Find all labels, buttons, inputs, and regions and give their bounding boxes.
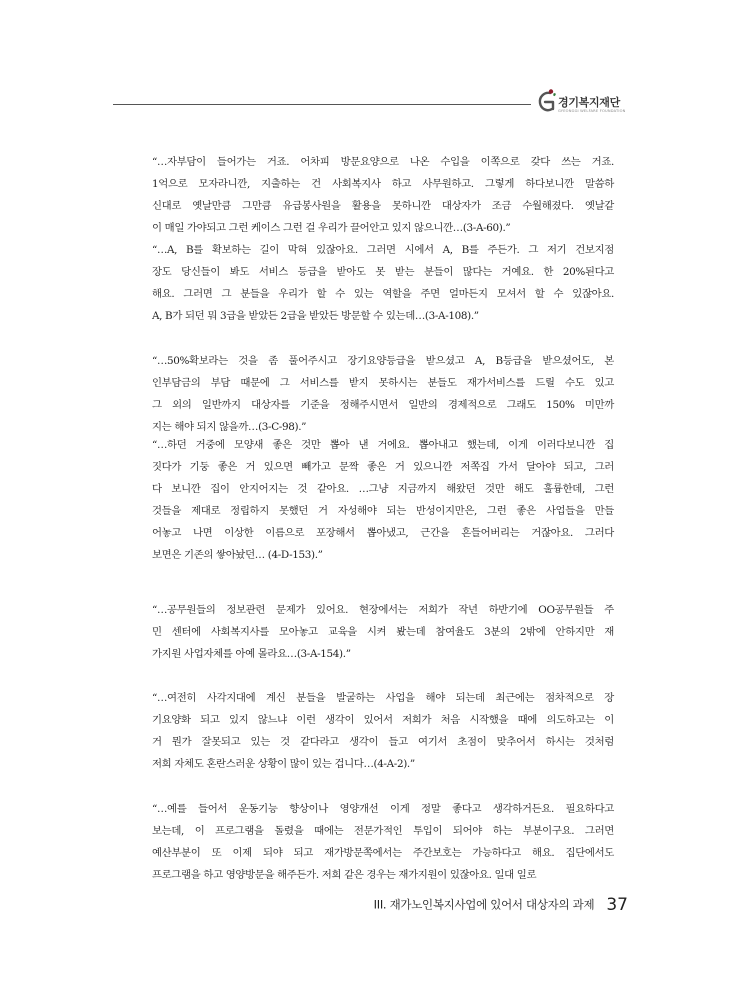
page-footer bbox=[374, 894, 628, 915]
quote-line: 거 뭔가 잘못되고 있는 것 같다라고 생각이 들고 여기서 초점이 맞추어서 하시는 것처럼 bbox=[152, 736, 614, 748]
quote-line: 민 센터에 사회복지사를 모아놓고 교육을 시켜 봤는데 참여율도 3분의 2밖에 안하지만 재 bbox=[152, 626, 614, 638]
quote-line: “…50%확보라는 것을 좀 풀어주시고 장기요양등급을 받으셨고 A, B등급을 받으셨어도, 본 bbox=[152, 355, 614, 367]
quote-line: A, B가 되던 뭐 3급을 받았든 2급을 받았든 방문할 수 있는데…(3-A-108).” bbox=[152, 310, 479, 322]
quote-line: 어놓고 나면 이상한 이름으로 포장해서 뽑아냈고, 근간을 흔들어버리는 거잖아요. 그러다 bbox=[152, 527, 614, 539]
quote-line: 가지원 사업자체를 아예 몰라요…(3-A-154).” bbox=[152, 648, 351, 660]
quote-line: 인부담금의 부담 때문에 그 서비스를 받지 못하시는 분들도 재가서비스를 드릴 수도 있고 bbox=[152, 377, 614, 389]
quote-line: 그 외의 일반까지 대상자를 기준을 정해주시면서 일반의 경제적으로 그래도 150% 미만까 bbox=[152, 399, 614, 411]
quote-line: 저희 자체도 혼란스러운 상황이 많이 있는 겁니다…(4-A-2).” bbox=[152, 758, 415, 770]
quote-line: “…여전히 사각지대에 계신 분들을 발굴하는 사업을 해야 되는데 최근에는 점차적으로 장 bbox=[152, 692, 614, 704]
quote-line: 해요. 그러면 그 분들을 우리가 할 수 있는 역할을 주면 얼마든지 모셔서 할 수 있잖아요. bbox=[152, 288, 614, 300]
quote-line: 예산부분이 또 이제 되야 되고 재가방문쪽에서는 주간보호는 가능하다고 해요. 집단에서도 bbox=[152, 847, 614, 859]
quote-line: “…예를 들어서 운동기능 향상이나 영양개선 이게 정말 좋다고 생각하거든요. 필요하다고 bbox=[152, 803, 614, 815]
quote-line: 보면은 기존의 쌓아놨던… (4-D-153).” bbox=[152, 549, 323, 561]
quote-line: 장도 당신들이 봐도 서비스 등급을 받아도 못 받는 분들이 많다는 거예요. 한 20%된다고 bbox=[152, 266, 614, 278]
quote-line: 다 보니깐 집이 안지어지는 것 같아요. …그냥 지금까지 해왔던 것만 해도 훌륭한데, 그런 bbox=[152, 483, 614, 495]
quote-line: 보는데, 이 프로그램을 돌렸을 때에는 전문가적인 투입이 되어야 하는 부분이구요. 그러면 bbox=[152, 825, 614, 837]
quote-line: 1억으로 모자라니깐, 지출하는 건 사회복지사 하고 사무원하고. 그렇게 하다보니깐 말씀하 bbox=[152, 178, 614, 190]
quote-line: “…하던 거중에 모양새 좋은 것만 뽑아 낸 거에요. 뽑아내고 했는데, 이게 이러다보니깐 집 bbox=[152, 439, 614, 451]
quote-line: 프로그램을 하고 영양방문을 해주든가. 저희 같은 경우는 재가지원이 있잖아요. 일대 일로 bbox=[152, 869, 537, 881]
quote-line: 것들을 제대로 정립하지 못했던 거 자성해야 되는 반성이지만은, 그런 좋은 사업들을 만들 bbox=[152, 505, 614, 517]
quote-line: 지는 해야 되지 않을까…(3-C-98).” bbox=[152, 421, 307, 433]
quote-line: “…A, B를 확보하는 길이 막혀 있잖아요. 그러면 시에서 A, B를 주든가. 그 저기 건보지점 bbox=[152, 244, 614, 256]
logo-name: 경기복지재단 bbox=[558, 96, 620, 109]
quote-line: “…자부담이 들어가는 거죠. 어차피 방문요양으로 나온 수입을 이쪽으로 갖다 쓰는 거죠. bbox=[152, 156, 614, 168]
section-title: III. 재가노인복지사업에 있어서 대상자의 과제 bbox=[373, 897, 595, 912]
quote-line: 기요양화 되고 있지 않느냐 이런 생각이 있어서 저희가 처음 시작했을 때에 의도하고는 이 bbox=[152, 714, 614, 726]
quote-line: “…공무원들의 정보관련 문제가 있어요. 현장에서는 저희가 작년 하반기에 OO공무원들 주 bbox=[152, 604, 614, 616]
page-number: 37 bbox=[606, 894, 628, 915]
quote-line: 이 매일 가야되고 그런 케이스 그런 걸 우리가 끌어안고 있지 않으니깐…(3-A-60).” bbox=[152, 222, 511, 234]
quote-line: 짓다가 기둥 좋은 거 있으면 빼가고 문짝 좋은 거 있으니깐 저쪽집 가서 달아야 되고, 그러 bbox=[152, 461, 614, 473]
logo-subtitle: GYEONGGI WELFARE FOUNDATION bbox=[558, 109, 626, 113]
quote-line: 신대로 옛날만큼 그만큼 유급봉사원을 활용을 못하니깐 대상자가 조금 수월해졌다. 옛날같 bbox=[152, 200, 614, 212]
